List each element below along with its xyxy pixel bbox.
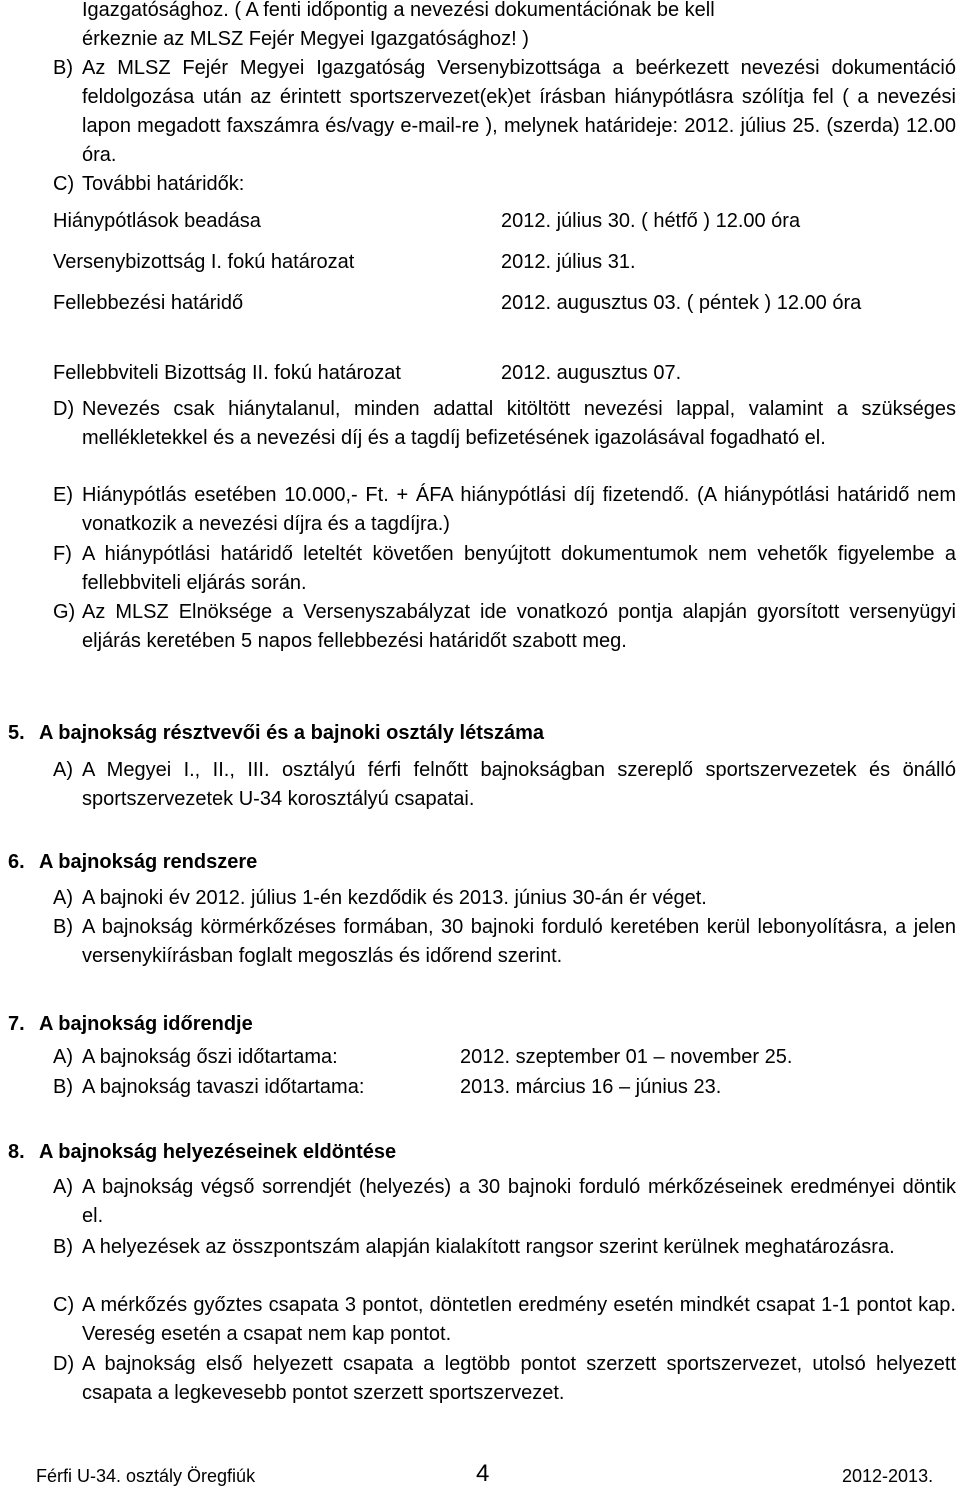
item-4e xyxy=(53,481,956,539)
deadline-label: Versenybizottság I. fokú határozat xyxy=(53,251,355,273)
item-8b xyxy=(53,1233,956,1262)
section-number: 6. xyxy=(8,851,25,873)
footer-left: Férfi U-34. osztály Öregfiúk xyxy=(36,1466,256,1486)
item-text: A hiánypótlási határidő leteltét követően benyújtott dokumentumok nem vehetők figyelembe a fellebbviteli eljárás során. xyxy=(82,543,956,594)
item-text: Nevezés csak hiánytalanul, minden adattal kitöltött nevezési lappal, valamint a szükséges mellékletekkel és a nevezési díj és a tagdíj befizetésének igazolásával fogadható el. xyxy=(82,398,956,449)
item-marker: E) xyxy=(53,484,73,506)
item-marker: B) xyxy=(53,916,73,938)
item-4d xyxy=(53,395,956,453)
section-title: A bajnokság résztvevői és a bajnoki osztály létszáma xyxy=(39,722,545,744)
schedule-marker: B) xyxy=(53,1076,73,1098)
item-marker: B) xyxy=(53,1236,73,1258)
item-8c xyxy=(53,1291,956,1349)
item-5a xyxy=(53,756,956,814)
deadline-label: Hiánypótlások beadása xyxy=(53,210,261,232)
deadline-date: 2012. augusztus 07. xyxy=(501,362,682,384)
page-number: 4 xyxy=(476,1460,490,1487)
deadline-date: 2012. augusztus 03. ( péntek ) 12.00 óra xyxy=(501,292,862,314)
section-title: A bajnokság rendszere xyxy=(39,851,258,873)
item-8d xyxy=(53,1350,956,1408)
item-marker: C) xyxy=(53,173,75,195)
item-marker: A) xyxy=(53,887,73,909)
item-text: A bajnokság körmérkőzéses formában, 30 bajnoki forduló keretében kerül lebonyolításra, a jelen versenykiírásban foglalt megoszlás és időrend szerint. xyxy=(82,916,956,967)
item-marker: B) xyxy=(53,57,73,79)
item-marker: G) xyxy=(53,601,76,623)
item-marker: C) xyxy=(53,1294,75,1316)
continuation-line-2: érkeznie az MLSZ Fejér Megyei Igazgatósághoz! ) xyxy=(82,28,529,50)
item-text: További határidők: xyxy=(82,173,245,195)
item-text: A mérkőzés győztes csapata 3 pontot, döntetlen eredmény esetén mindkét csapat 1-1 pontot kap. Vereség esetén a csapat nem kap pontot. xyxy=(82,1294,956,1345)
item-text: Hiánypótlás esetében 10.000,- Ft. + ÁFA hiánypótlási díj fizetendő. (A hiánypótlási határidő nem vonatkozik a nevezési díjra és a tagdíjra.) xyxy=(82,484,956,535)
item-marker: A) xyxy=(53,759,73,781)
item-marker: D) xyxy=(53,398,75,420)
item-6b xyxy=(53,913,956,971)
section-number: 7. xyxy=(8,1013,25,1035)
section-number: 8. xyxy=(8,1141,25,1163)
deadline-label: Fellebbezési határidő xyxy=(53,292,244,314)
schedule-label: A bajnokság tavaszi időtartama: xyxy=(82,1076,365,1098)
item-text: Az MLSZ Elnöksége a Versenyszabályzat ide vonatkozó pontja alapján gyorsított versenyügyi eljárás keretében 5 napos fellebbezési határidőt szabott meg. xyxy=(82,601,956,652)
continuation-line-1: Igazgatósághoz. ( A fenti időpontig a nevezési dokumentációnak be kell xyxy=(82,0,715,21)
section-number: 5. xyxy=(8,722,25,744)
item-8a xyxy=(53,1173,956,1231)
deadline-date: 2012. július 31. xyxy=(501,251,636,273)
item-text: A bajnoki év 2012. július 1-én kezdődik és 2013. június 30-án ér véget. xyxy=(82,887,707,909)
item-4c xyxy=(53,170,956,199)
item-text: A helyezések az összpontszám alapján kialakított rangsor szerint kerülnek meghatározásra. xyxy=(82,1236,895,1258)
item-text: A Megyei I., II., III. osztályú férfi felnőtt bajnokságban szereplő sportszervezetek és önálló sportszervezetek U-34 korosztályú csapatai. xyxy=(82,759,956,810)
schedule-value: 2012. szeptember 01 – november 25. xyxy=(460,1046,793,1068)
schedule-value: 2013. március 16 – június 23. xyxy=(460,1076,722,1098)
item-6a xyxy=(53,884,956,913)
schedule-marker: A) xyxy=(53,1046,73,1068)
section-heading-7 xyxy=(8,1010,253,1039)
item-marker: F) xyxy=(53,543,72,565)
item-marker: D) xyxy=(53,1353,75,1375)
item-text: Az MLSZ Fejér Megyei Igazgatóság Versenybizottsága a beérkezett nevezési dokumentáció feldolgozása után az érintett sportszervezet(ek)et írásban hiánypótlásra szólítja fel ( a nevezési lapon megadott faxszámra és/vagy e-mail-re ), melynek határideje: 2012. július 25. (szerda) 12.00 óra. xyxy=(82,57,956,166)
item-4g xyxy=(53,598,956,656)
deadline-date: 2012. július 30. ( hétfő ) 12.00 óra xyxy=(501,210,801,232)
deadline-label: Fellebbviteli Bizottság II. fokú határozat xyxy=(53,362,401,384)
footer-right: 2012-2013. xyxy=(842,1466,934,1486)
item-text: A bajnokság végső sorrendjét (helyezés) a 30 bajnoki forduló mérkőzéseinek eredményei döntik el. xyxy=(82,1176,956,1227)
section-heading-8 xyxy=(8,1138,396,1167)
item-4f xyxy=(53,540,956,598)
section-title: A bajnokság helyezéseinek eldöntése xyxy=(39,1141,397,1163)
item-marker: A) xyxy=(53,1176,73,1198)
item-4b xyxy=(53,54,956,170)
item-text: A bajnokság első helyezett csapata a legtöbb pontot szerzett sportszervezet, utolsó helyezett csapata a legkevesebb pontot szerzett sportszervezet. xyxy=(82,1353,956,1404)
section-title: A bajnokság időrendje xyxy=(39,1013,253,1035)
section-heading-5 xyxy=(8,719,544,748)
schedule-label: A bajnokság őszi időtartama: xyxy=(82,1046,338,1068)
continuation-paragraph xyxy=(82,0,956,54)
section-heading-6 xyxy=(8,848,257,877)
